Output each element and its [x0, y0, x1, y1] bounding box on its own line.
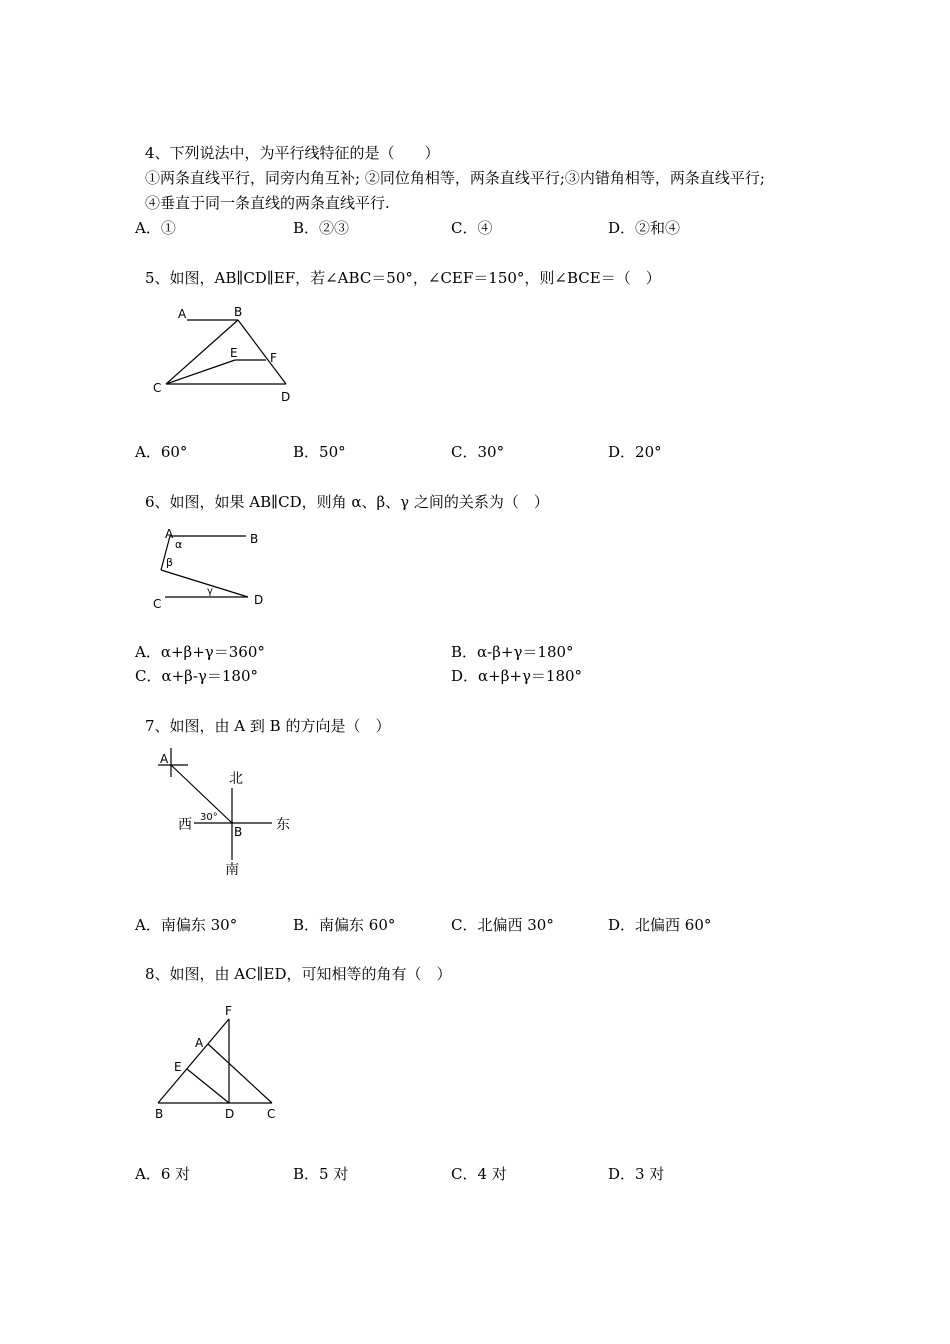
- label-d: D: [225, 1107, 235, 1121]
- q8-figure: [150, 1000, 285, 1125]
- q4-option-c[interactable]: C．④: [451, 219, 493, 237]
- q6-figure: [145, 522, 275, 614]
- q5-option-b[interactable]: B．50°: [293, 443, 346, 461]
- label-b: B: [155, 1107, 164, 1121]
- label-e: E: [230, 346, 238, 360]
- label-a: A: [178, 307, 187, 321]
- label-east: 东: [276, 817, 290, 833]
- label-b: B: [234, 825, 243, 839]
- q4-option-a[interactable]: A．①: [135, 219, 176, 237]
- q4-statement-line-2: ④垂直于同一条直线的两条直线平行.: [145, 194, 390, 212]
- q4-statement-line-1: ①两条直线平行，同旁内角互补; ②同位角相等，两条直线平行;③内错角相等，两条直线平行;: [145, 169, 765, 187]
- q6-option-a[interactable]: A．α+β+γ＝360°: [135, 643, 265, 661]
- label-angle: 30°: [200, 812, 218, 823]
- line-bf: [158, 1019, 229, 1103]
- label-c: C: [153, 597, 162, 611]
- q8-option-c[interactable]: C．4 对: [451, 1165, 507, 1183]
- label-f: F: [225, 1004, 232, 1018]
- label-e: E: [174, 1060, 182, 1074]
- label-c: C: [153, 381, 162, 395]
- q4-option-d[interactable]: D．②和④: [608, 219, 681, 237]
- q7-option-d[interactable]: D．北偏西 60°: [608, 916, 712, 934]
- label-a: A: [165, 527, 174, 541]
- q7-option-b[interactable]: B．南偏东 60°: [293, 916, 396, 934]
- label-west: 西: [178, 817, 192, 833]
- q5-option-d[interactable]: D．20°: [608, 443, 662, 461]
- q4-option-b[interactable]: B．②③: [293, 219, 350, 237]
- line-bd: [238, 320, 286, 384]
- label-beta: β: [166, 556, 174, 569]
- label-a: A: [160, 752, 169, 766]
- q7-option-c[interactable]: C．北偏西 30°: [451, 916, 554, 934]
- line-bend-d: [161, 570, 248, 597]
- q8-option-a[interactable]: A．6 对: [135, 1165, 191, 1183]
- line-ce: [166, 360, 235, 384]
- label-a: A: [195, 1036, 204, 1050]
- q7-figure: [150, 744, 300, 880]
- line-ed: [187, 1069, 229, 1103]
- q5-option-a[interactable]: A．60°: [135, 443, 188, 461]
- q7-stem: 7、如图，由 A 到 B 的方向是（ ）: [145, 717, 391, 735]
- label-f: F: [270, 351, 277, 365]
- label-north: 北: [229, 771, 243, 787]
- line-cb: [166, 320, 238, 384]
- q8-option-b[interactable]: B．5 对: [293, 1165, 349, 1183]
- label-alpha: α: [175, 538, 183, 551]
- label-b: B: [234, 305, 243, 319]
- q6-stem: 6、如图，如果 AB∥CD，则角 α、β、γ 之间的关系为（ ）: [145, 493, 549, 511]
- q6-option-d[interactable]: D．α+β+γ＝180°: [451, 667, 583, 685]
- q7-option-a[interactable]: A．南偏东 30°: [135, 916, 238, 934]
- label-b: B: [250, 532, 259, 546]
- label-south: 南: [225, 862, 239, 878]
- q4-stem: 4、下列说法中，为平行线特征的是（ ）: [145, 144, 440, 162]
- q8-stem: 8、如图，由 AC∥ED，可知相等的角有（ ）: [145, 965, 452, 983]
- label-c: C: [267, 1107, 276, 1121]
- q5-stem: 5、如图，AB∥CD∥EF，若∠ABC＝50°，∠CEF＝150°，则∠BCE＝（ ）: [145, 269, 661, 287]
- label-d: D: [254, 593, 264, 607]
- label-gamma: γ: [207, 586, 213, 597]
- q6-option-c[interactable]: C．α+β-γ＝180°: [135, 667, 259, 685]
- q5-figure: [140, 298, 310, 408]
- q6-option-b[interactable]: B．α-β+γ＝180°: [451, 643, 574, 661]
- label-d: D: [281, 390, 291, 404]
- q5-option-c[interactable]: C．30°: [451, 443, 505, 461]
- q8-option-d[interactable]: D．3 对: [608, 1165, 665, 1183]
